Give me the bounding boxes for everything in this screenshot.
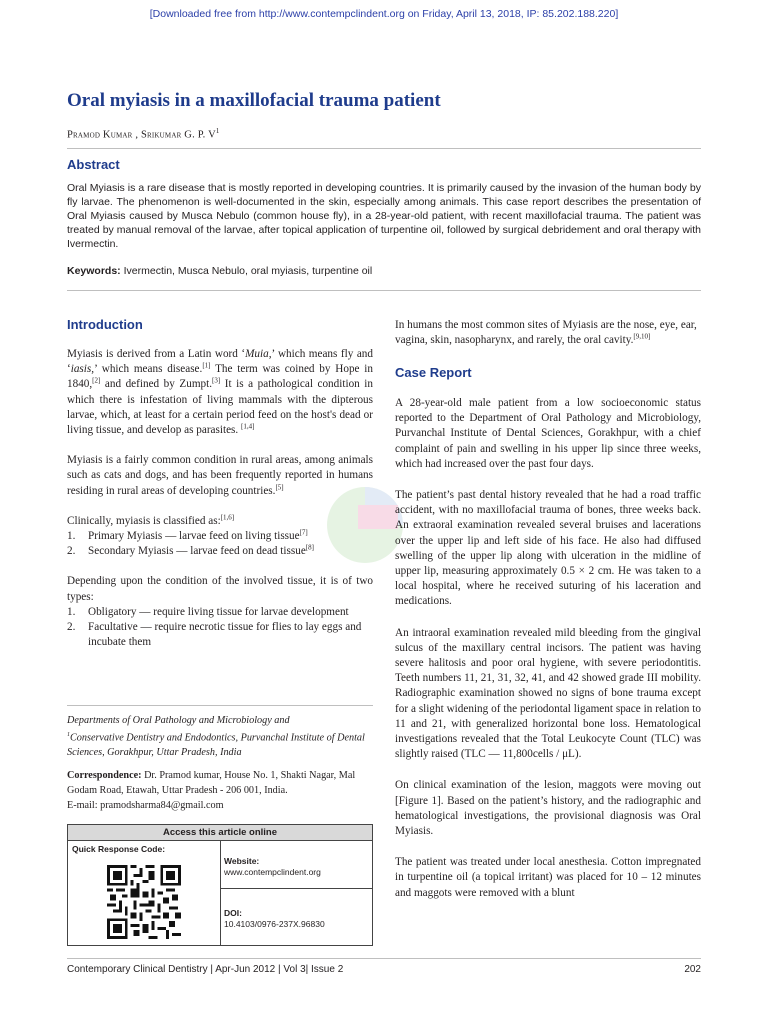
- divider-top: [67, 148, 701, 149]
- correspondence-label: Correspondence:: [67, 770, 142, 781]
- author-list: [67, 127, 220, 141]
- access-article-box: [67, 824, 373, 946]
- journal-footer: Contemporary Clinical Dentistry | Apr-Jun 2012 | Vol 3| Issue 2: [67, 964, 344, 975]
- authors-text: Pramod Kumar , Srikumar G. P. V: [67, 129, 216, 141]
- qr-code-icon[interactable]: [106, 865, 182, 939]
- divider-abstract: [67, 290, 701, 291]
- list-item: 1. Obligatory — require living tissue for larvae development: [67, 605, 349, 618]
- case-report-body: [395, 396, 701, 901]
- website-label: Website:: [224, 856, 260, 866]
- list-item: 2. Secondary Myiasis — larvae feed on dead tissue[8]: [67, 543, 314, 558]
- box-horizontal-divider: [220, 888, 372, 889]
- case-paragraph-1: A 28-year-old male patient from a low socioeconomic status reported to the Department of Oral Pathology and Microbiology, Purvanchal Institute of Dental Sciences, Gorakhpur, with a chief complaint of pain and swelling in his upper lip since three weeks, which had increased over the past four days.: [395, 397, 701, 470]
- keywords-label: Keywords:: [67, 265, 121, 277]
- website-link[interactable]: www.contempclindent.org: [224, 867, 321, 877]
- page-number: 202: [684, 964, 701, 975]
- abstract-heading: Abstract: [67, 157, 120, 172]
- right-column-body: [395, 318, 701, 348]
- divider-affiliation: [67, 705, 373, 706]
- divider-footer: [67, 958, 701, 959]
- common-sites-paragraph: In humans the most common sites of Myiasis are the nose, eye, ear, vagina, skin, nasopharynx, and rarely, the oral cavity.[9,10]: [395, 319, 697, 347]
- box-vertical-divider: [220, 840, 221, 945]
- access-box-heading: Access this article online: [68, 825, 372, 841]
- keywords-text: Ivermectin, Musca Nebulo, oral myiasis, turpentine oil: [120, 265, 373, 277]
- doi-link[interactable]: 10.4103/0976-237X.96830: [224, 919, 325, 929]
- case-paragraph-2: The patient’s past dental history revealed that he had a road traffic accident, with no maxillofacial trauma of bones, three weeks back. An extraoral examination revealed several bruises and lacerations over the upper lip and left side of his face. He also had diffused swelling of the upper lip along with ulceration in the midline of upper lip, measuring approximately 0.5 × 2 cm. He was taken to a local hospital, where he received suturing of his laceration and medications.: [395, 489, 701, 608]
- list-item: 2. Facultative — require necrotic tissue for flies to lay eggs and incubate them: [67, 621, 362, 649]
- case-report-heading: Case Report: [395, 365, 472, 380]
- correspondence-email[interactable]: E-mail: pramodsharma84@gmail.com: [67, 800, 224, 811]
- introduction-heading: Introduction: [67, 317, 143, 332]
- affiliation: Departments of Oral Pathology and Microbiology and $^1$Conservative Dentistry and Endodontics, Purvanchal Institute of Dental Sciences, Gorakhpur, Uttar Pradesh, India: [67, 715, 365, 759]
- correspondence: Correspondence: Dr. Pramod kumar, House No. 1, Shakti Nagar, Mal Godam Road, Etawah, Uttar Pradesh - 206 001, India. E-mail: pramodsharma84@gmail.com: [67, 770, 356, 811]
- keywords: [67, 265, 372, 277]
- authors-affiliation-mark: 1: [215, 127, 220, 135]
- intro-paragraph-1: Myiasis is derived from a Latin word ‘Muia,’ which means fly and ‘iasis,’ which means disease.[1] The term was coined by Hope in 1840,[2] and defined by Zumpt.[3] It is a pathological condition in which there is infestation of living mammals with the dipterous larvae, which, at least for a certain period feed on the host's dead or living tissue, and develop as parasites. [1,4]: [67, 348, 374, 437]
- abstract-text: Oral Myiasis is a rare disease that is mostly reported in developing countries. It is primarily caused by the invasion of the human body by fly larvae. The phenomenon is well-documented in the skin, especially among animals. This case report describes the presentation of Oral Myiasis caused by Musca Nebulo (common house fly), in a 28-year-old patient, with recent maxillofacial trauma. The patient was treated by manual removal of the larvae, after topical application of turpentine oil, followed by surgical debridement and oral therapy with Ivermectin.: [67, 182, 701, 250]
- doi-label: DOI:: [224, 908, 242, 918]
- article-title: Oral myiasis in a maxillofacial trauma patient: [67, 90, 441, 111]
- case-paragraph-4: On clinical examination of the lesion, maggots were moving out [Figure 1]. Based on the patient’s history, and the radiographic and hematological investigations, the provisional diagnosis was Oral Myiasis.: [395, 779, 701, 838]
- case-paragraph-5: The patient was treated under local anesthesia. Cotton impregnated in turpentine oil (a topical irritant) was placed for 10 – 12 minutes and maggots were removed with a blunt: [395, 856, 701, 899]
- intro-paragraph-2: Myiasis is a fairly common condition in rural areas, among animals such as cats and dogs, and has been frequently reported in humans residing in rural areas of developing countries.[5]: [67, 454, 373, 497]
- list-item: 1. Primary Myiasis — larvae feed on living tissue[7]: [67, 528, 308, 543]
- download-banner: [Downloaded free from http://www.contempclindent.org on Friday, April 13, 2018, IP: 85.202.188.220]: [149, 8, 619, 20]
- intro-paragraph-3: Clinically, myiasis is classified as:[1,6]: [67, 513, 235, 527]
- case-paragraph-3: An intraoral examination revealed mild bleeding from the gingival sulcus of the maxillary central incisors. The patient was having severe halitosis and poor oral hygiene, with severe periodontitis. Teeth numbers 11, 21, 31, 32, 41, and 42 showed grade III mobility. Radiographic examination showed no signs of bone trauma except for a slight widening of the periodontal ligament space in relation to 11 and 21, with generalized horizontal bone loss. Hematological investigations revealed that the Total Leukocyte Count (TLC) was slightly raised (TLC — 11,800cells / μL).: [395, 626, 701, 761]
- tissue-type-list: [67, 605, 373, 651]
- qr-code-label: Quick Response Code:: [72, 844, 166, 854]
- intro-paragraph-4: Depending upon the condition of the involved tissue, it is of two types:: [67, 575, 373, 603]
